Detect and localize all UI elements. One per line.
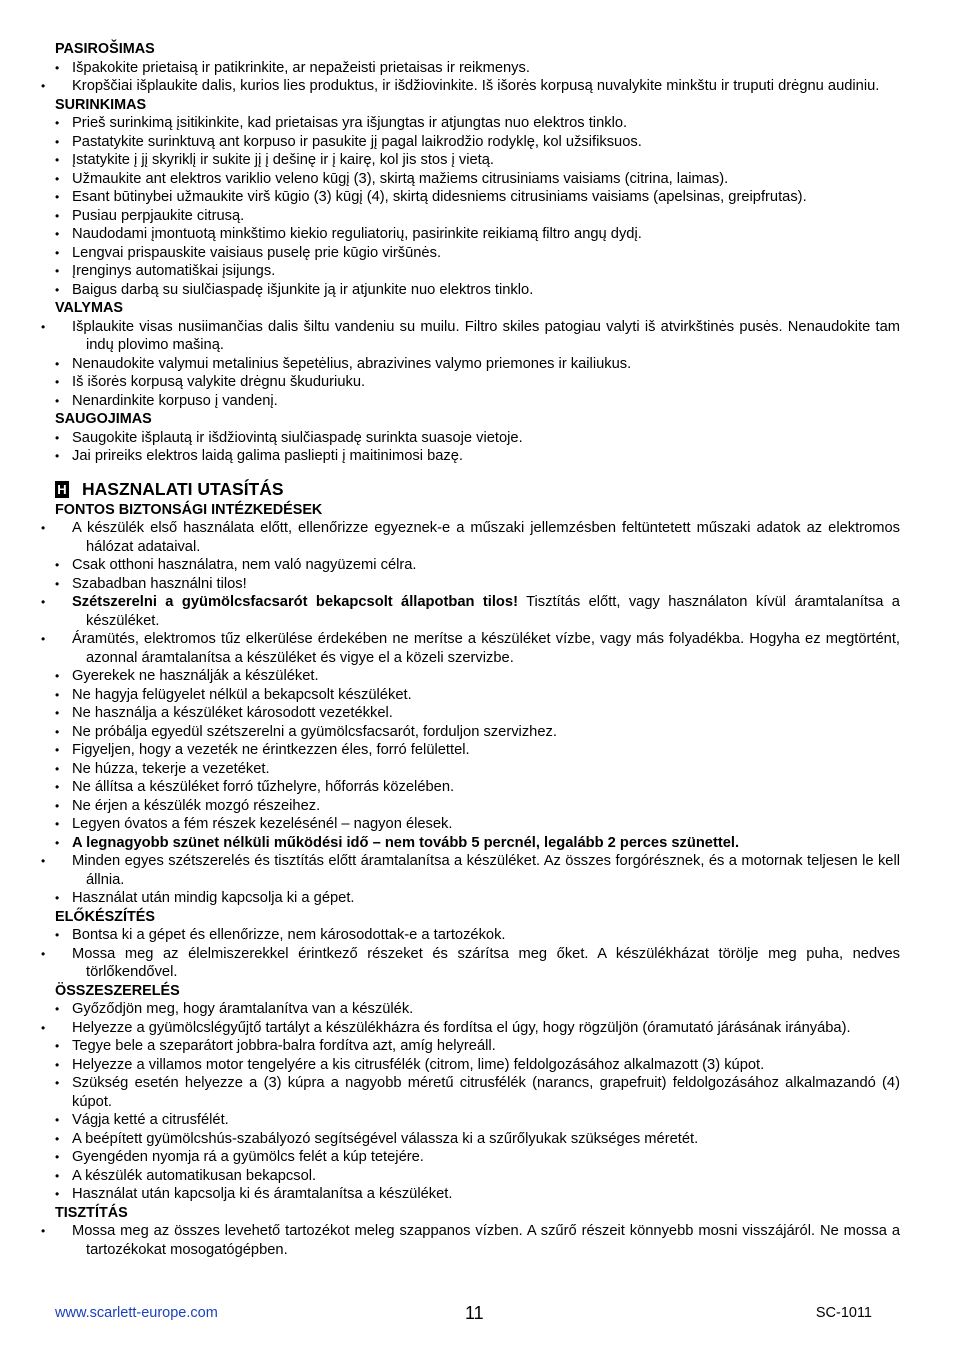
section-title-osszeszereles: ÖSSZESZERELÉS [55, 982, 180, 999]
list-item: • Ne érjen a készülék mozgó részeihez. [55, 797, 900, 816]
list-item: • Pastatykite surinktuvą ant korpuso ir pasukite jį pagal laikrodžio rodyklę, kol užsifiksuos. [55, 133, 900, 152]
list-item: • Ne használja a készüléket károsodott vezetékkel. [55, 704, 900, 723]
manual-page [55, 40, 900, 1259]
list-item: • Kropščiai išplaukite dalis, kurios lies produktus, ir išdžiovinkite. Iš išorės korpusą nuvalykite minkštu ir truputi drėgnu audiniu. [55, 77, 900, 96]
list-item: • Győződjön meg, hogy áramtalanítva van a készülék. [55, 1000, 900, 1019]
page-number: 11 [465, 1303, 484, 1323]
list-item: • Baigus darbą su siulčiaspadę išjunkite ją ir atjunkite nuo elektros tinklo. [55, 281, 900, 300]
list-item: • Szükség esetén helyezze a (3) kúpra a nagyobb méretű citrusfélék (narancs, grapefruit) feldolgozásához alkalmazandó (4) kúpot. [55, 1074, 900, 1111]
list-item: • Vágja ketté a citrusfélét. [55, 1111, 900, 1130]
list-item: • Užmaukite ant elektros variklio veleno kūgį (3), skirtą mažiems citrusiniams vaisiams (citrina, laimas). [55, 170, 900, 189]
list-item: • Įrenginys automatiškai įsijungs. [55, 262, 900, 281]
list-item: • Įstatykite į jį skyriklį ir sukite jį į dešinę ir į kairę, kol jis stos į vietą. [55, 151, 900, 170]
language-badge: H [55, 481, 69, 498]
list-item: • Lengvai prispauskite vaisiaus puselę prie kūgio viršūnės. [55, 244, 900, 263]
list-item: • Gyengéden nyomja rá a gyümölcs felét a kúp tetejére. [55, 1148, 900, 1167]
list-item: • Esant būtinybei užmaukite virš kūgio (3) kūgį (4), skirtą didesniems citrusiniams vaisiams (apelsinas, greipfrutas). [55, 188, 900, 207]
list-item: • Ne próbálja egyedül szétszerelni a gyümölcsfacsarót, forduljon szervizhez. [55, 723, 900, 742]
list-item: • Használat után mindig kapcsolja ki a gépet. [55, 889, 900, 908]
list-item: • Figyeljen, hogy a vezeték ne érintkezzen éles, forró felülettel. [55, 741, 900, 760]
list-item: • Bontsa ki a gépet és ellenőrizze, nem károsodottak-e a tartozékok. [55, 926, 900, 945]
list-fontos [55, 519, 900, 908]
manual-title: HASZNALATI UTASÍTÁS [82, 479, 284, 499]
section-title-pasirosimas: PASIROŠIMAS [55, 41, 155, 57]
list-item: • Mossa meg az élelmiszerekkel érintkező részeket és szárítsa meg őket. A készülékházat törölje meg puha, nedves törlőkendővel. [55, 945, 900, 982]
list-osszeszereles [55, 1000, 900, 1204]
warning-rest-text: Tisztítás előtt, vagy használaton kívül áramtalanítsa a készüléket. [86, 594, 900, 629]
list-tisztitas [55, 1222, 900, 1259]
section-title-tisztitas: TISZTÍTÁS [55, 1204, 128, 1221]
list-item: • Csak otthoni használatra, nem való nagyüzemi célra. [55, 556, 900, 575]
list-item: • Išplaukite visas nusiimančias dalis šiltu vandeniu su muilu. Filtro skiles patogiau valyti iš atvirkštinės pusės. Nenaudokite tam indų plovimo mašiną. [55, 318, 900, 355]
list-item: • Helyezze a villamos motor tengelyére a kis citrusfélék (citrom, lime) feldolgozásához alkalmazott (3) kúpot. [55, 1056, 900, 1075]
list-item: • Mossa meg az összes levehető tartozékot meleg szappanos vízben. A szűrő részeit könnyebb mosni visszájáról. Ne mossa a tartozékokat mosogatógépben. [55, 1222, 900, 1259]
list-item: • Használat után kapcsolja ki és áramtalanítsa a készüléket. [55, 1185, 900, 1204]
list-item: • Tegye bele a szeparátort jobbra-balra fordítva azt, amíg helyreáll. [55, 1037, 900, 1056]
list-item: • Prieš surinkimą įsitikinkite, kad prietaisas yra išjungtas ir atjungtas nuo elektros tinklo. [55, 114, 900, 133]
model-number: SC-1011 [815, 1305, 872, 1321]
website-link[interactable]: www.scarlett-europe.com [55, 1305, 218, 1321]
list-item [55, 593, 900, 630]
list-item: • A készülék automatikusan bekapcsol. [55, 1167, 900, 1186]
list-item: • Ne húzza, tekerje a vezetéket. [55, 760, 900, 779]
list-item [55, 834, 900, 853]
list-item: • Helyezze a gyümölcslégyűjtő tartályt a készülékházra és fordítsa el úgy, hogy rögzüljön (óramutató járásának irányába). [55, 1019, 900, 1038]
list-item: • Gyerekek ne használják a készüléket. [55, 667, 900, 686]
list-item: • Pusiau perpjaukite citrusą. [55, 207, 900, 226]
list-elokeszites [55, 926, 900, 982]
section-title-valymas: VALYMAS [55, 300, 123, 316]
section-title-fontos: FONTOS BIZTONSÁGI INTÉZKEDÉSEK [55, 501, 323, 518]
section-title-saugojimas: SAUGOJIMAS [55, 411, 152, 427]
list-item: • Jai prireiks elektros laidą galima pasliepti į maitinimosi bazę. [55, 447, 900, 466]
list-item: • Áramütés, elektromos tűz elkerülése érdekében ne merítse a készüléket vízbe, vagy más folyadékba. Hogyha ez megtörtént, azonnal áramtalanítsa a készüléket és vigye el a közeli szervizbe. [55, 630, 900, 667]
language-header-hungarian [55, 479, 900, 501]
list-item: • Minden egyes szétszerelés és tisztítás előtt áramtalanítsa a készüléket. Az összes forgórésznek, és a motornak teljesen le kell állnia. [55, 852, 900, 889]
list-item: • Saugokite išplautą ir išdžiovintą siulčiaspadę surinkta suasoje vietoje. [55, 429, 900, 448]
list-item: • Ne állítsa a készüléket forró tűzhelyre, hőforrás közelében. [55, 778, 900, 797]
list-item: • Ne hagyja felügyelet nélkül a bekapcsolt készüléket. [55, 686, 900, 705]
list-item: • Iš išorės korpusą valykite drėgnu škuduriuku. [55, 373, 900, 392]
list-item: • Legyen óvatos a fém részek kezelésénél – nagyon élesek. [55, 815, 900, 834]
list-item: • A készülék első használata előtt, ellenőrizze egyeznek-e a műszaki jellemzésben feltüntetett műszaki adatok az elektromos hálózat adataival. [55, 519, 900, 556]
list-item: • Naudodami įmontuotą minkštimo kiekio reguliatorių, pasirinkite reikiamą filtro angų dydį. [55, 225, 900, 244]
list-surinkimas [55, 114, 900, 299]
list-pasirosimas [55, 59, 900, 96]
page-footer [55, 1303, 900, 1327]
warning-bold-text: Szétszerelni a gyümölcsfacsarót bekapcsolt állapotban tilos! [72, 594, 518, 610]
list-item: • Nenaudokite valymui metalinius šepetėlius, abrazivines valymo priemones ir kailiukus. [55, 355, 900, 374]
list-saugojimas [55, 429, 900, 466]
list-valymas [55, 318, 900, 411]
list-item: • Szabadban használni tilos! [55, 575, 900, 594]
list-item: • A beépített gyümölcshús-szabályozó segítségével válassza ki a szűrőlyukak szükséges méretét. [55, 1130, 900, 1149]
list-item: • Išpakokite prietaisą ir patikrinkite, ar nepažeisti prietaisas ir reikmenys. [55, 59, 900, 78]
warning-bold-text: A legnagyobb szünet nélküli működési idő – nem tovább 5 percnél, legalább 2 perces szünettel. [72, 834, 740, 851]
section-title-surinkimas: SURINKIMAS [55, 96, 147, 113]
section-title-elokeszites: ELŐKÉSZÍTÉS [55, 908, 155, 925]
list-item: • Nenardinkite korpuso į vandenį. [55, 392, 900, 411]
